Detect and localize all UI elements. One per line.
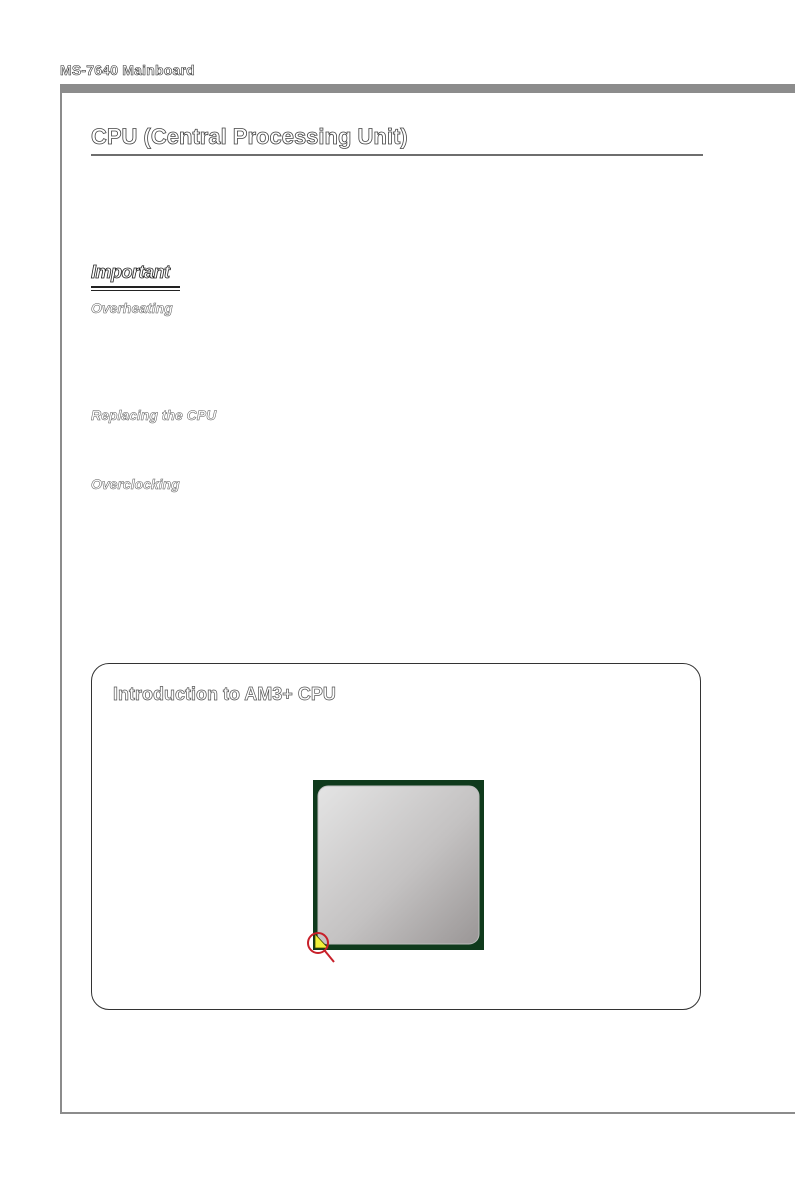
cpu-heatspreader xyxy=(318,786,479,944)
important-label: Important xyxy=(91,262,170,282)
subheading-overheating: Overheating xyxy=(91,300,173,316)
cpu-icon xyxy=(304,775,494,965)
frame-left-rule xyxy=(60,84,62,1114)
running-header: MS-7640 Mainboard xyxy=(60,62,195,78)
section-title: CPU (Central Processing Unit) xyxy=(91,124,408,149)
important-underline-secondary xyxy=(91,290,180,291)
subheading-replacing-cpu: Replacing the CPU xyxy=(91,407,217,423)
intro-box-title: Introduction to AM3+ CPU xyxy=(113,684,336,704)
frame-top-bar xyxy=(60,84,795,93)
important-underline xyxy=(91,286,180,288)
frame-bottom-rule xyxy=(60,1112,795,1114)
subheading-overclocking: Overclocking xyxy=(91,476,180,492)
section-underline xyxy=(91,154,703,156)
callout-handle-icon xyxy=(325,951,334,962)
